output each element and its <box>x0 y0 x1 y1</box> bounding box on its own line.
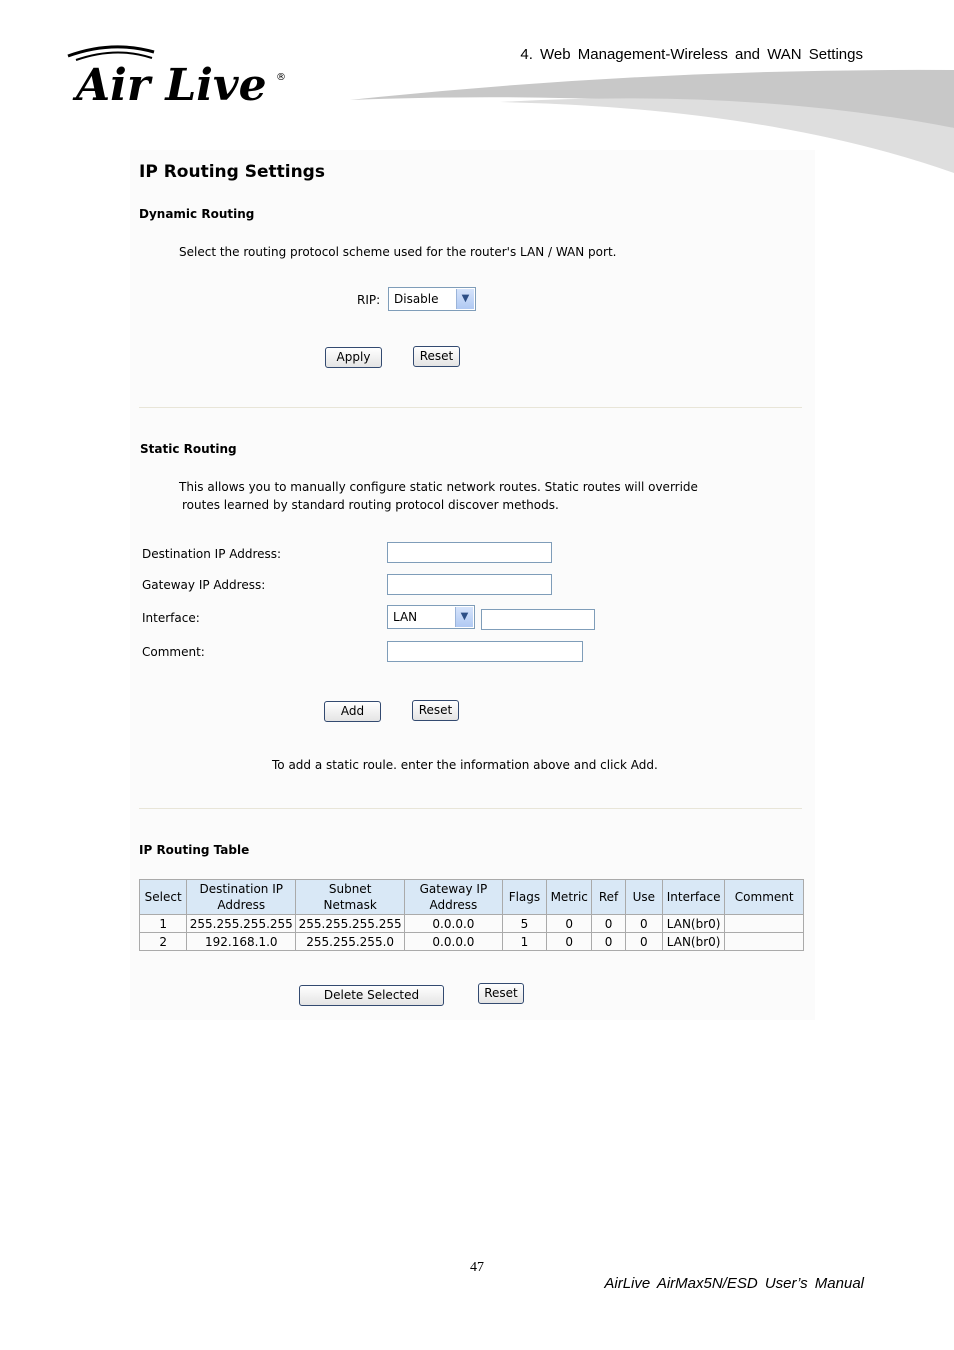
airlive-logo <box>62 38 292 108</box>
table-cell: 0 <box>547 933 592 951</box>
column-header: Metric <box>547 880 592 915</box>
column-header: Use <box>625 880 662 915</box>
manual-title: AirLive AirMax5N/ESD User’s Manual <box>604 1275 864 1292</box>
column-header: Subnet Netmask <box>296 880 405 915</box>
table-cell: LAN(br0) <box>662 915 724 933</box>
chevron-down-icon: ▼ <box>455 607 473 627</box>
destination-ip-label: Destination IP Address: <box>142 547 282 561</box>
table-cell: 0 <box>625 933 662 951</box>
static-routing-heading: Static Routing <box>140 442 237 456</box>
page-title: IP Routing Settings <box>139 162 325 182</box>
rip-select[interactable] <box>388 287 476 311</box>
interface-label: Interface: <box>142 611 200 625</box>
static-routing-hint: To add a static roule. enter the information above and click Add. <box>272 758 658 772</box>
table-cell: 0 <box>592 915 625 933</box>
page-number: 47 <box>470 1260 484 1275</box>
svg-text:Air Live: Air Live <box>76 60 267 108</box>
table-cell: 0.0.0.0 <box>405 933 503 951</box>
add-button[interactable]: Add <box>324 701 381 722</box>
column-header: Flags <box>502 880 546 915</box>
table-reset-button[interactable]: Reset <box>478 983 524 1004</box>
table-cell: 2 <box>140 933 187 951</box>
interface-select-value: LAN <box>393 610 418 624</box>
registered-mark: ® <box>276 72 286 83</box>
table-cell: 5 <box>502 915 546 933</box>
dynamic-routing-description: Select the routing protocol scheme used for the router's LAN / WAN port. <box>179 245 617 259</box>
destination-ip-input[interactable] <box>387 542 552 563</box>
table-cell: 0 <box>625 915 662 933</box>
table-cell: LAN(br0) <box>662 933 724 951</box>
gateway-ip-input[interactable] <box>387 574 552 595</box>
column-header: Destination IP Address <box>187 880 296 915</box>
table-cell: 0.0.0.0 <box>405 915 503 933</box>
routing-table-heading: IP Routing Table <box>139 843 250 857</box>
static-reset-button[interactable]: Reset <box>412 700 459 721</box>
apply-button[interactable]: Apply <box>325 347 382 368</box>
divider <box>139 808 802 809</box>
column-header: Interface <box>662 880 724 915</box>
column-header: Select <box>140 880 187 915</box>
static-routing-description-line2: routes learned by standard routing protocol discover methods. <box>182 498 559 512</box>
column-header: Comment <box>725 880 804 915</box>
table-cell: 192.168.1.0 <box>187 933 296 951</box>
table-cell <box>725 933 804 951</box>
delete-selected-button[interactable]: Delete Selected <box>299 985 444 1006</box>
divider <box>139 407 802 408</box>
comment-label: Comment: <box>142 645 205 659</box>
chevron-down-icon: ▼ <box>456 289 474 309</box>
table-cell <box>725 915 804 933</box>
column-header: Ref <box>592 880 625 915</box>
table-row[interactable] <box>140 915 804 933</box>
table-row[interactable] <box>140 933 804 951</box>
rip-label: RIP: <box>357 293 381 307</box>
gateway-ip-label: Gateway IP Address: <box>142 578 266 592</box>
static-routing-description-line1: This allows you to manually configure static network routes. Static routes will override <box>179 480 698 494</box>
table-cell: 1 <box>502 933 546 951</box>
table-cell: 255.255.255.255 <box>296 915 405 933</box>
routing-table <box>139 879 804 951</box>
interface-extra-input[interactable] <box>481 609 595 630</box>
comment-input[interactable] <box>387 641 583 662</box>
rip-select-value: Disable <box>394 292 439 306</box>
table-cell: 1 <box>140 915 187 933</box>
dynamic-reset-button[interactable]: Reset <box>413 346 460 367</box>
column-header: Gateway IP Address <box>405 880 503 915</box>
table-cell: 255.255.255.255 <box>187 915 296 933</box>
dynamic-routing-heading: Dynamic Routing <box>139 207 255 221</box>
table-cell: 255.255.255.0 <box>296 933 405 951</box>
table-header-row <box>140 880 804 915</box>
table-cell: 0 <box>592 933 625 951</box>
table-cell: 0 <box>547 915 592 933</box>
chapter-title: 4. Web Management-Wireless and WAN Settings <box>520 46 863 63</box>
interface-select[interactable] <box>387 605 475 629</box>
